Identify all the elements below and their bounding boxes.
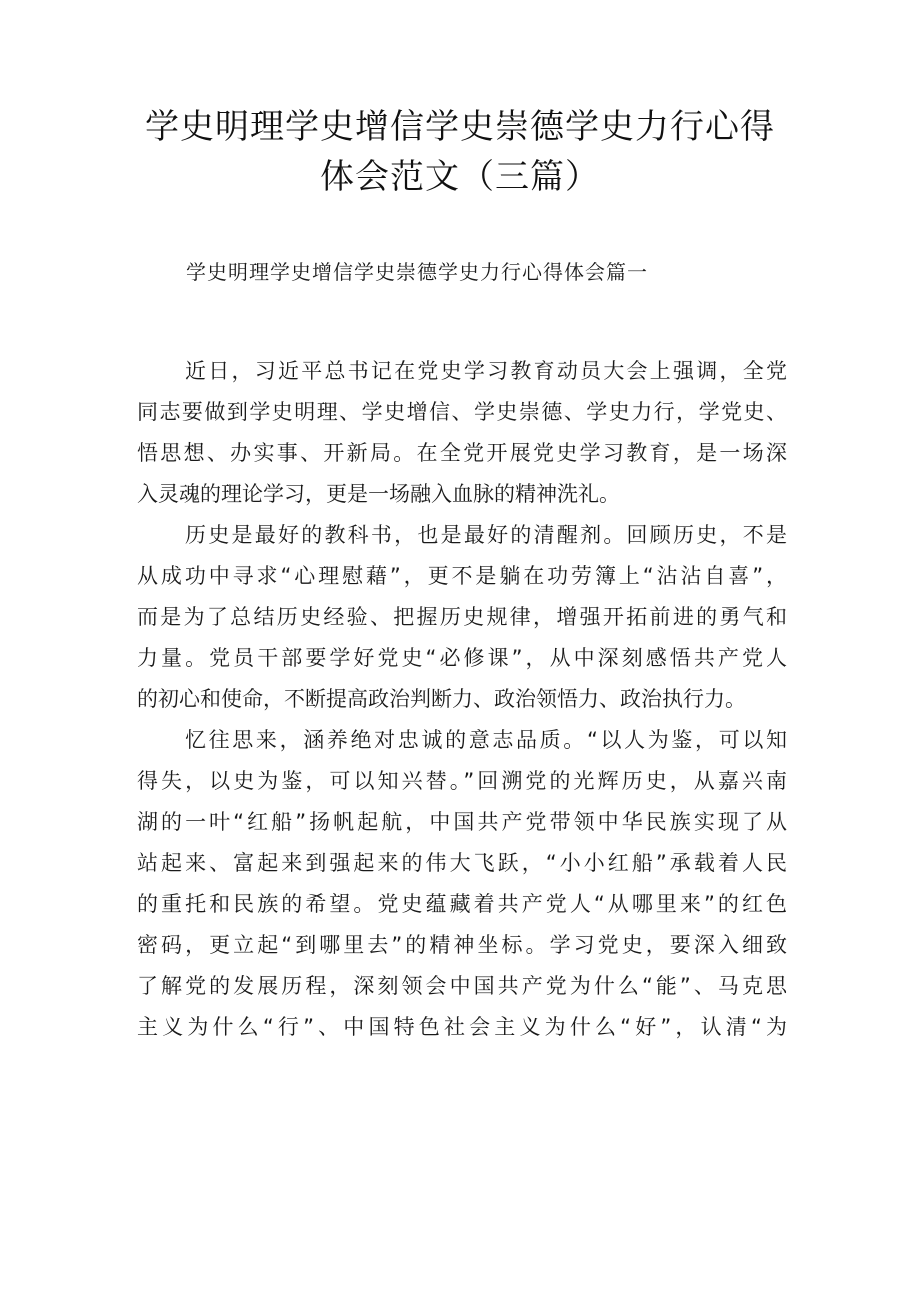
text-line: 得失，以史为鉴，可以知兴替。”回溯党的光辉历史，从嘉兴南 — [137, 769, 787, 793]
text-line: 忆往思来，涵养绝对忠诚的意志品质。“以人为鉴，可以知 — [185, 728, 787, 752]
section-heading: 学史明理学史增信学史崇德学史力行心得体会篇一 — [186, 260, 648, 284]
page-title — [140, 102, 780, 202]
text-line: 悟思想、办实事、开新局。在全党开展党史学习教育，是一场深 — [137, 441, 787, 465]
title-line-1: 学史明理学史增信学史崇德学史力行心得 — [145, 107, 775, 147]
text-line: 的初心和使命，不断提高政治判断力、政治领悟力、政治执行力。 — [137, 687, 746, 711]
paragraph-3 — [137, 720, 787, 1048]
text-line: 而是为了总结历史经验、把握历史规律，增强开拓前进的勇气和 — [137, 605, 787, 629]
text-line: 近日，习近平总书记在党史学习教育动员大会上强调，全党 — [185, 359, 787, 383]
text-line: 同志要做到学史明理、学史增信、学史崇德、学史力行，学党史、 — [137, 400, 787, 424]
text-line: 站起来、富起来到强起来的伟大飞跃，“小小红船”承载着人民 — [137, 851, 787, 875]
text-line: 主义为什么“行”、中国特色社会主义为什么“好”，认清“为 — [137, 1015, 787, 1039]
document-body — [137, 351, 787, 1048]
paragraph-2 — [137, 515, 787, 720]
text-line: 力量。党员干部要学好党史“必修课”，从中深刻感悟共产党人 — [137, 646, 787, 670]
text-line: 入灵魂的理论学习，更是一场融入血脉的精神洗礼。 — [137, 482, 620, 506]
text-line: 了解党的发展历程，深刻领会中国共产党为什么“能”、马克思 — [137, 974, 787, 998]
paragraph-1 — [137, 351, 787, 515]
text-line: 从成功中寻求“心理慰藉”，更不是躺在功劳簿上“沾沾自喜”， — [137, 564, 787, 588]
title-line-2: 体会范文（三篇） — [320, 157, 600, 197]
text-line: 历史是最好的教科书，也是最好的清醒剂。回顾历史，不是 — [185, 523, 787, 547]
text-line: 密码，更立起“到哪里去”的精神坐标。学习党史，要深入细致 — [137, 933, 787, 957]
text-line: 的重托和民族的希望。党史蕴藏着共产党人“从哪里来”的红色 — [137, 892, 787, 916]
text-line: 湖的一叶“红船”扬帆起航，中国共产党带领中华民族实现了从 — [137, 810, 787, 834]
